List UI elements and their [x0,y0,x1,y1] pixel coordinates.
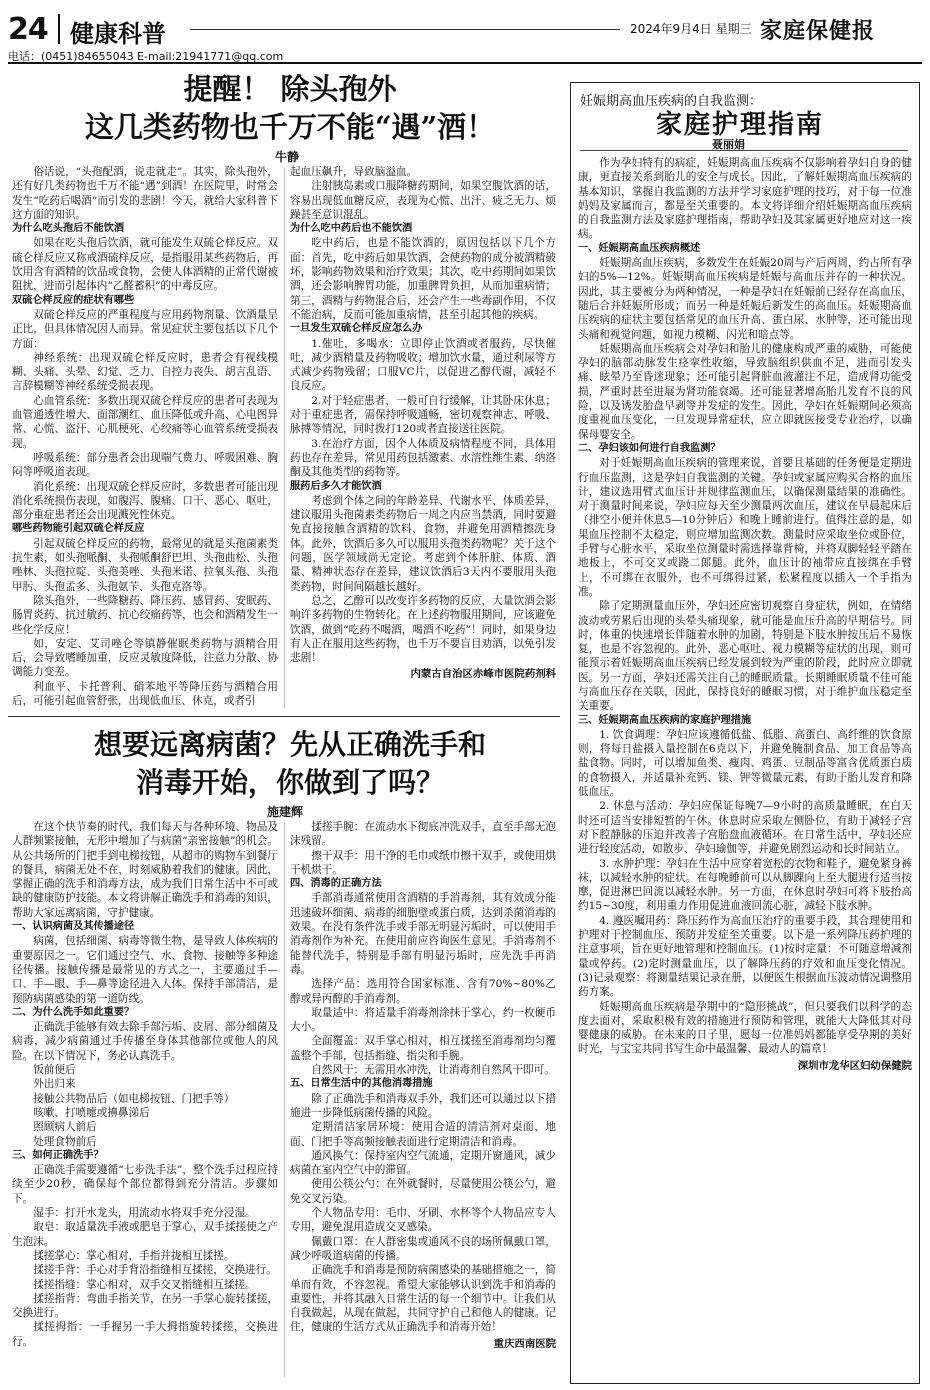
paragraph: 心血管系统：多数出现双硫仑样反应的患者可表现为血管通透性增大、面部潮红、血压降低或升高、心电图异常、心慌、盗汗、心肌梗死、心绞痛等心血管系统受损表现。 [12,394,278,450]
source-credit: 内蒙古自治区赤峰市医院药剂科 [410,668,556,681]
paragraph: 处理食物前后 [33,1135,97,1148]
paragraph: 在这个快节奏的时代，我们每天与各种环境、物品及人群频繁接触，无形中增加了与病菌“亲密接触”的机会。从公共场所的门把手到电梯按钮，从超市的购物车到餐厅的餐具，病菌无处不在，时刻威胁着我们的健康。因此，掌握正确的洗手和消毒方法，成为我们日常生活中不可或缺的健康防护技能。本文将讲解正确洗手和消毒的知识，帮助大家远离病菌，守护健康。 [12,821,278,919]
paragraph: 引起双硫仑样反应的药物，最常见的就是头孢菌素类抗生素，如头孢哌酮、头孢哌酮舒巴坦、头孢曲松、头孢唑林、头孢拉啶、头孢美唑、头孢米诺、拉氧头孢、头孢甲肟、头孢孟多、头孢氨苄、头孢克洛等。 [12,537,278,593]
subheading: 一旦发生双硫仑样反应怎么办 [290,323,423,335]
paragraph: 神经系统：出现双硫仑样反应时，患者会有视线模糊、头痛、头晕、幻觉、乏力、自控力丧失、胡言乱语、言辞模糊等神经系统受损表现。 [12,351,278,393]
paragraph: 妊娠期高血压疾病是孕期中的“隐形挑战”，但只要我们以科学的态度去面对，采取积极有效的措施进行预防和管理，就能大大降低其对母婴健康的威胁。在未来的日子里，愿每一位准妈妈都能享受孕期的美好时光，与宝宝共同书写生命中最温馨、最动人的篇章！ [578,1000,912,1056]
masthead [0,0,930,64]
paragraph: 除了定期测量血压外，孕妇还应密切观察自身症状，例如，在情绪波动或劳累后出现的头晕头痛现象，就可能是血压升高的早期信号。同时，体重的快速增长伴随着水肿的加剧，特别是下肢水肿按压后不易恢复，也是不容忽视的。此外，恶心呕吐、视力模糊等症状的出现，则可能预示着妊娠期高血压疾病已经发展到较为严重的阶段，此时应立即就医。另一方面，孕妇还需关注自己的睡眠质量。长期睡眠质量不佳可能与高血压存在关联，因此，保持良好的睡眠习惯，对于维护血压稳定至关重要。 [578,600,912,713]
paragraph: 消化系统：出现双硫仑样反应时，多数患者可能出现消化系统损伤表现，如腹泻、腹痛、口干、恶心、呕吐，部分重症患者还会出现溅死性休克。 [12,480,278,522]
article3-rule [580,150,908,151]
article-divider [8,716,560,717]
article3-body [578,156,912,1378]
paragraph: 妊娠期高血压疾病会对孕妇和胎儿的健康构成严重的威胁，可能使孕妇的脑部动脉发生痉挛性收缩，导致脑组织供血不足，进而引发头痛、眩晕乃至昏迷现象；还可能引起肾脏血液灌注不足，造成肾功能受损，严重时甚至进展为肾功能衰竭。还可能显著增高胎儿发育不良的风险，以及诱发胎盘早剥等并发症的发生。因此，孕妇在妊娠期间必须高度重视血压变化，一旦发现异常症状，应立即就医接受专业治疗，以确保母婴安全。 [578,342,912,441]
paragraph: 手部消毒通常使用含酒精的手消毒剂，其有效成分能迅速破坏细菌、病毒的细胞壁或蛋白质，达到杀菌消毒的效果。在没有条件洗手或手部无明显污垢时，可以使用手消毒剂作为补充。在使用前应咨询医生意见。手消毒剂不能替代洗手，特别是手部有明显污垢时，应先洗手再消毒。 [290,892,556,976]
paragraph: 起血压飙升，导致脑溢血。 [290,166,418,178]
issue-date: 2024年9月4日 星期三 [630,22,752,36]
header-rule [8,62,922,64]
article2-title-line2: 消毒开始，你做到了吗？ [135,766,444,799]
paragraph: 病菌，包括细菌、病毒等微生物，是导致人体疾病的重要原因之一。它们通过空气、水、食物、接触等多种途径传播。接触传播是最常见的方式之一，主要通过手—口、手—眼、手—鼻等途径进入人体。保持手部清洁，是预防病菌感染的第一道防线。 [12,935,278,1005]
article1-title [20,70,560,146]
subheading: 五、日常生活中的其他消毒措施 [290,1078,433,1090]
article2-column-2 [290,820,556,1380]
subheading: 双硫仑样反应的症状有哪些 [12,294,135,306]
subheading: 为什么吃中药后也不能饮酒 [290,223,413,235]
paragraph: 接触公共物品后（如电梯按钮、门把手等） [33,1092,235,1105]
paragraph: 除了正确洗手和消毒双手外，我们还可以通过以下措施进一步降低病菌传播的风险。 [290,1092,556,1119]
paragraph: 如，安定、艾司唑仑等镇静催眠类药物与酒精合用后，会导致嗜睡加重，反应灵敏度降低，注意力分散、协调能力变差。 [12,637,278,679]
paragraph: 注射胰岛素或口服降糖药期间，如果空腹饮酒的话，容易出现低血糖反应，表现为心慌、出汗、疲乏无力、烦躁甚至意识混乱。 [290,180,556,221]
masthead-rule [190,29,620,30]
column-divider [284,168,285,708]
source-credit: 深圳市龙华区妇幼保健院 [797,1059,912,1072]
paragraph: 定期清洁家居环境：使用合适的清洁剂对桌面、地面、门把手等高频接触表面进行定期清洁和消毒。 [290,1121,556,1148]
paragraph: 湿手：打开水龙头，用流动水将双手充分浸湿。 [33,1207,256,1220]
paragraph: 3. 水肿护理：孕妇在生活中应穿着宽松的衣物和鞋子，避免紧身裤袜，以减轻水肿的症状。在每晚睡前可以从脚踝向上至大腿进行适当按摩，促进淋巴回流以减轻水肿。另一方面，在休息时孕妇可将下肢抬高约15~30度，利用重力作用促进血液回流心脏，减轻下肢水肿。 [578,857,912,913]
subheading: 三、妊娠期高血压疾病的家庭护理措施 [578,714,752,726]
paragraph: 1. 饮食调理：孕妇应该遵循低盐、低脂、高蛋白、高纤维的饮食原则，将每日盐摄入量控制在6克以下，并避免腌制食品、加工食品等高盐食物。同时，可以增加鱼类、瘦肉、鸡蛋、豆制品等富含优质蛋白质的食物摄入，并适量补充钙、镁、钾等微量元素，有助于胎儿发育和降低血压。 [578,728,912,799]
article3-kicker: 妊娠期高血压疾病的自我监测： [580,94,763,109]
subheading: 二、为什么洗手如此重要？ [12,1006,135,1018]
paragraph: 揉搓手背：手心对手背沿指缝相互揉搓，交换进行。 [33,1264,277,1277]
column-divider [284,822,285,1377]
paragraph: 佩戴口罩：在人群密集或通风不良的场所佩戴口罩，减少呼吸道病菌的传播。 [290,1235,556,1262]
paragraph: 外出归来 [33,1078,76,1091]
article2-title [20,726,560,802]
paragraph: 如果在吃头孢后饮酒，就可能发生双硫仑样反应。双硫仑样反应又称戒酒硫样反应，是指服用某些药物后，再饮用含有酒精的饮品或食物，会使人体酒精的正常代谢被阻扰，进而引起体内“乙醛蓄积”的中毒反应。 [12,237,278,293]
article2-column-1 [12,820,278,1380]
paragraph: 揉搓拇指：一手握另一手大拇指旋转揉搓，交换进行。 [12,1321,278,1348]
paragraph: 擦干双手：用干净的毛巾或纸巾擦干双手，或使用烘干机烘干。 [290,849,556,876]
paragraph: 取量适中：将适量手消毒剂涂抹于掌心，约一枚硬币大小。 [290,1006,556,1034]
paragraph: 2. 休息与活动：孕妇应保证每晚7—9小时的高质量睡眠，在白天时还可适当安排短暂的午休。休息时应采取左侧卧位，有助于减轻子宫对下腔静脉的压迫并改善子宫胎盘血液循环。在日常生活中，孕妇还应进行轻度活动，如散步、孕妇瑜伽等，并避免剧烈运动和长时间站立。 [578,800,912,856]
paragraph: 双硫仑样反应的严重程度与应用药物剂量、饮酒量呈正比，但具体情况因人而异。常见症状主要包括以下几个方面： [12,308,278,350]
paragraph: 自然风干：无需用水冲洗，让消毒剂自然风干即可。 [311,1064,555,1077]
page-number: 24 [8,12,48,47]
paragraph: 饭前便后 [33,1064,76,1077]
subheading: 四、消毒的正确方法 [290,878,382,890]
paragraph: 呼吸系统：部分患者会出现喘气费力、呼吸困难、胸闷等呼吸道表现。 [12,451,278,479]
article1-title-line1: 提醒！ 除头孢外 [183,72,397,106]
paragraph: 全面覆盖：双手掌心相对，相互揉搓至消毒剂均匀覆盖整个手部，包括指缝、指尖和手腕。 [290,1035,556,1062]
article3-author: 聂丽娟 [712,138,745,151]
paragraph: 考虑到个体之间的年龄差异、代谢水平、体质差异，建议服用头孢菌素类药物后一周之内应当禁酒，同时要避免直接接触含酒精的饮料、食物，并避免用酒精擦洗身体。此外，饮酒后多久可以服用头孢类药物呢？关于这个问题，医学领域尚无定论。考虑到个体肝脏、体质、酒量、精神状态存在差异，建议饮酒后3天内不要服用头孢类药物，时间间隔越长越好。 [290,494,556,593]
paragraph: 使用公筷公勺：在外就餐时，尽量使用公筷公勺，避免交叉污染。 [290,1178,556,1205]
paragraph: 吃中药后，也是不能饮酒的，原因包括以下几个方面：首先，吃中药后如果饮酒，会使药物的成分被酒精破坏，影响药物效果和治疗效果；其次，吃中药期间如果饮酒，还会影响脾胃功能，加重脾胃负担，从而加重病情；第三，酒精与药物混合后，还会产生一些毒副作用，不仅不能治病，反而可能加重病情，甚至引起其他的疾病。 [290,237,556,321]
paragraph: 照顾病人前后 [33,1121,97,1134]
paragraph: 选择产品：选用符合国家标准、含有70%~80%乙醇或异丙醇的手消毒剂。 [290,978,556,1005]
paragraph: 正确洗手能够有效去除手部污垢、皮屑、部分细菌及病毒，减少病菌通过手传播至身体其他部位或他人的风险。在以下情况下，务必认真洗手。 [12,1021,278,1062]
paragraph: 除头孢外，一些降糖药、降压药、感冒药、安眠药、肠胃炎药、抗过敏药、抗心绞痛药等，也会和酒精发生一些化学反应！ [12,594,278,636]
source-credit: 重庆西南医院 [493,1337,556,1350]
paragraph: 对于妊娠期高血压疾病的管理来说，首要且基础的任务便是定期进行血压监测，这是孕妇自我监测的关键。孕妇或家属应购买合格的血压计，建议选用臂式血压计并规律监测血压，以确保测量结果的准确性。对于测量时间来说，孕妇应每天至少测量两次血压，建议在早晨起床后（排空小便并休息5—10分钟后）和晚上睡前进行。值得注意的是，如果血压控制不太稳定，则应增加监测次数。测量时应采取坐位或卧位，手臂与心脏水平，采取坐位测量时需选择靠背椅，并将双脚轻轻平踏在地板上，不可交叉或跷二郎腿。此外，血压计的袖带应直接绑在手臂上，不可绑在衣服外，也不可绑得过紧，松紧程度以插入一个手指为准。 [578,457,912,598]
paragraph: 揉搓指背：弯曲手指关节，在另一手掌心旋转揉搓，交换进行。 [12,1292,278,1320]
masthead-divider [58,14,60,44]
subheading: 服药后多久才能饮酒 [290,480,382,492]
paragraph: 总之，乙醇可以改变许多药物的反应，大量饮酒会影响许多药物的生物转化。在上述药物服用期间，应该避免饮酒，做到“吃药不喝酒，喝酒不吃药”！同时，如果身边有人正在服用这些药物，也千万不要盲目劝酒，以免引发悲剧！ [290,594,556,665]
article1-column-2 [290,165,556,713]
article1-title-line2: 这几类药物也千万不能“遇”酒！ [84,110,496,144]
paragraph: 俗话说，“头孢配酒，说走就走”。其实，除头孢外，还有好几类药物也千万不能“遇”到酒！在医院里，时常会发生“吃药后喝酒”而引发的悲剧！今天，就给大家科普下这方面的知识。 [12,166,278,221]
subheading: 为什么吃头孢后不能饮酒 [12,223,125,235]
paragraph: 咳嗽、打喷嚏或擤鼻涕后 [33,1106,150,1119]
section-title: 健康科普 [70,20,166,48]
paragraph: 揉搓手腕：在流动水下彻底冲洗双手，直至手部无泡沫残留。 [290,821,556,848]
article1-column-1 [12,165,278,713]
paragraph: 4. 遵医嘱用药：降压药作为高血压治疗的重要手段，其合理使用和护理对于控制血压、预防并发症至关重要。以下是一系列降压药护理的注意事项，旨在更好地管理和控制血压。(1)按时定量：不可随意增减剂量或停药。(2)定时测量血压，以了解降压药的疗效和血压变化情况。(3)记录观察：将测量结果记录在册，以便医生根据血压波动情况调整用药方案。 [578,914,912,999]
subheading: 哪些药物能引起双硫仑样反应 [12,523,145,535]
paragraph: 正确洗手和消毒是预防病菌感染的基础措施之一，简单而有效，不容忽视。希望大家能够认识到洗手和消毒的重要性，并将其融入日常生活的每一个细节中。让我们从自我做起，从现在做起，共同守护自己和他人的健康。记住，健康的生活方式从正确洗手和消毒开始！ [290,1264,556,1334]
article1-author: 牛静 [275,150,300,164]
paragraph: 个人物品专用：毛巾、牙刷、水杯等个人物品应专人专用，避免混用造成交叉感染。 [290,1207,556,1234]
paragraph: 利血平、卡托普利、硝苯地平等降压药与酒精合用后，可能引起血管舒张，出现低血压、休克，或者引 [12,680,278,707]
paragraph: 妊娠期高血压疾病，多数发生在妊娠20周与产后两周，约占所有孕妇的5%—12%。妊娠期高血压疾病是妊娠与高血压并存的一种状况。因此，其主要被分为两种情况，一种是孕妇在妊娠前已经存在高血压，随后合并妊娠所形成；而另一种是妊娠后新发生的高血压。妊娠期高血压疾病的症状主要包括常见的血压升高、蛋白尿、水肿等，还可能出现头痛和视觉问题，如视力模糊、闪光和暗点等。 [578,257,912,341]
paragraph: 取皂：取适量洗手液或肥皂于掌心，双手揉搓使之产生泡沫。 [12,1221,278,1248]
subheading: 二、孕妇该如何进行自我监测？ [578,442,721,454]
paragraph: 1.催吐，多喝水：立即停止饮酒或者服药，尽快催吐，减少酒精量及药物吸收；增加饮水量，通过利尿等方式减少药物残留；口服VC片，以促进乙醇代谢，减轻不良反应。 [290,337,556,393]
paragraph: 揉搓掌心：掌心相对，手指并拢相互揉搓。 [33,1249,235,1262]
paper-name: 家庭保健报 [760,18,876,44]
paragraph: 2.对于轻症患者，一般可自行缓解，让其卧床休息；对于重症患者，需保持呼吸通畅，密切观察神志、呼吸、脉搏等情况，同时拨打120或者直接送往医院。 [290,394,556,436]
paragraph: 通风换气：保持室内空气流通，定期开窗通风，减少病菌在室内空气中的滞留。 [290,1149,556,1177]
article2-title-line1: 想要远离病菌？先从正确洗手和 [93,728,486,761]
paragraph: 作为孕妇特有的病症，妊娠期高血压疾病不仅影响着孕妇自身的健康，更直接关系到胎儿的安全与成长。因此，了解妊娠期高血压疾病的基本知识，掌握自我监测的方法并学习家庭护理的技巧，对于每一位准妈妈及家属而言，都是至关重要的。本文将详细介绍妊娠期高血压疾病的自我监测方法及家庭护理指南，帮助孕妇及其家属更好地应对这一疾病。 [578,157,912,241]
subheading: 三、如何正确洗手？ [12,1149,104,1161]
paragraph: 揉搓指缝：掌心相对，双手交叉指缝相互揉搓。 [33,1278,256,1291]
paragraph: 3.在治疗方面，因个人体质及病情程度不同，具体用药也存在差异，常见用药包括激素、水溶性维生素、纳洛酮及其他类型的药物等。 [290,437,556,479]
article2-author: 施建辉 [267,805,304,819]
contact-info: 电话：(0451)84655043 E-mail:21941771@qq.com [8,50,284,63]
article3-title: 家庭护理指南 [655,110,824,140]
paragraph: 正确洗手需要遵循“七步洗手法”，整个洗手过程应持续至少20秒，确保每个部位都得到充分清洁。步骤如下。 [12,1164,278,1205]
subheading: 一、认识病菌及其传播途径 [12,921,135,933]
subheading: 一、妊娠期高血压疾病概述 [578,242,701,254]
